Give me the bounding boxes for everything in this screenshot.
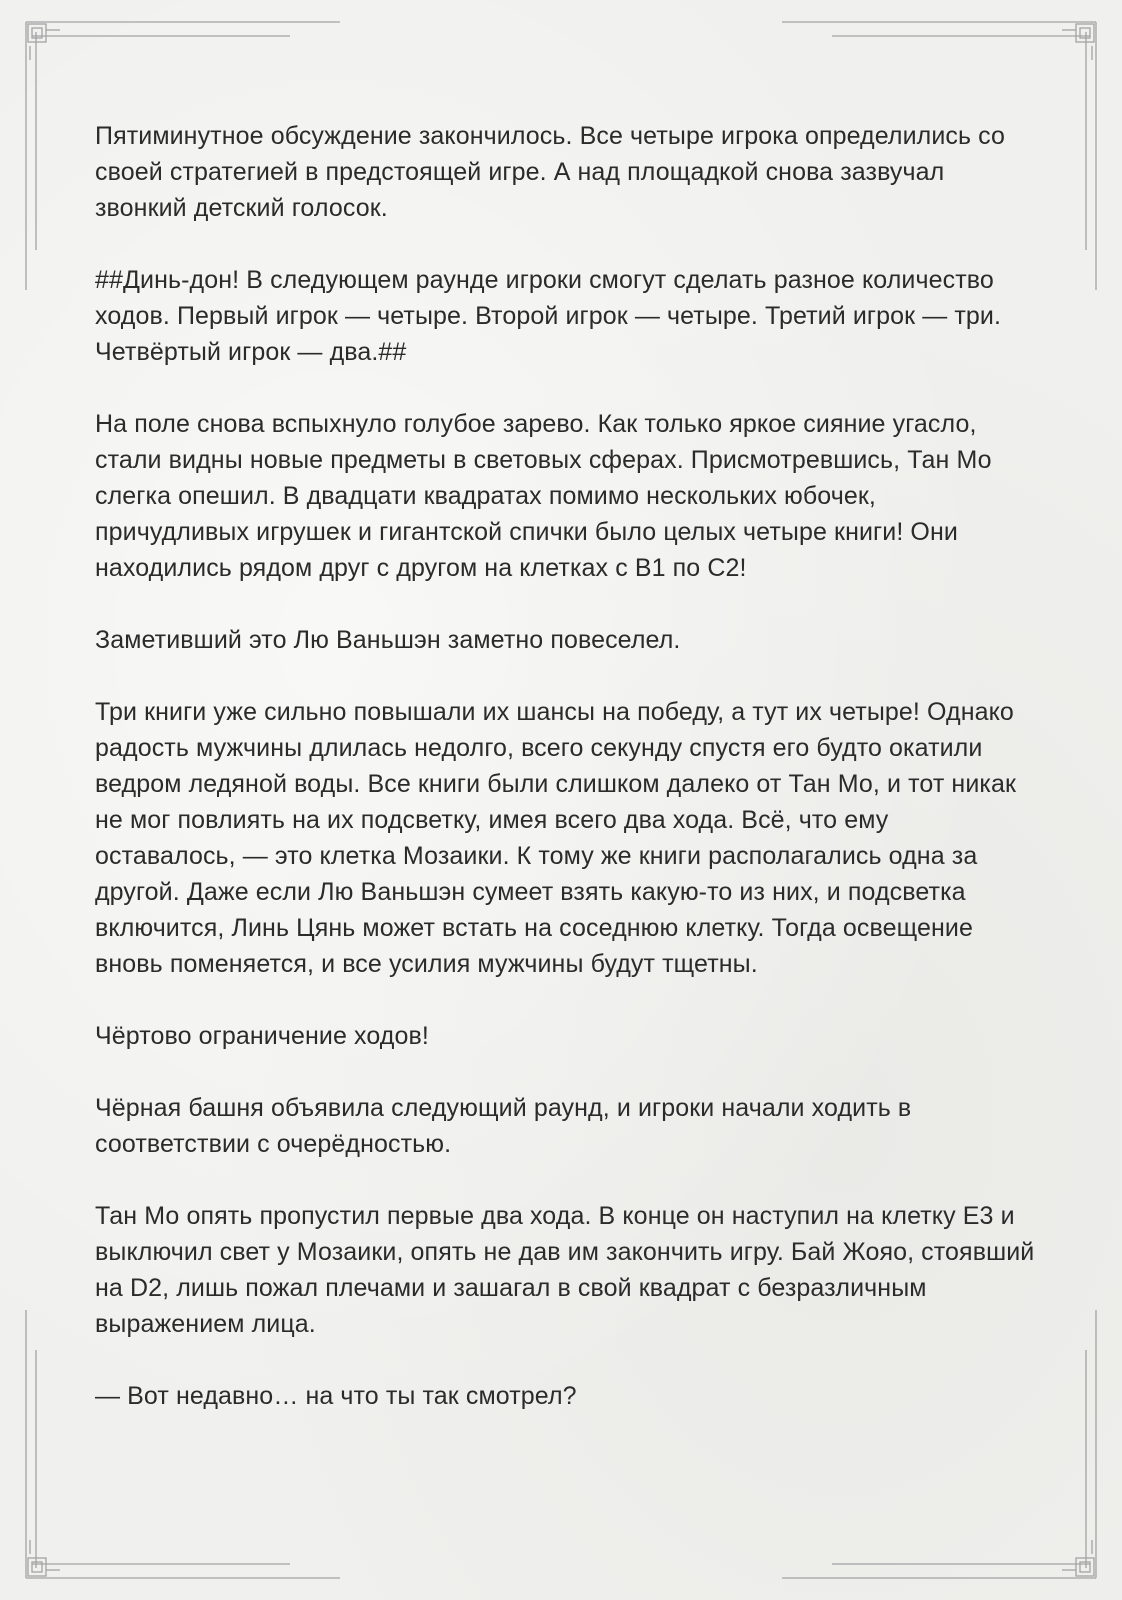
paragraph: Тан Мо опять пропустил первые два хода. В конце он наступил на клетку E3 и выключил свет у Мозаики, опять не дав им закончить игру. Бай Жояо, стоявший на D2, лишь пожал плечами и зашагал в свой квадрат с безразличным выражением лица. — [95, 1202, 1035, 1338]
paragraph: Пятиминутное обсуждение закончилось. Все четыре игрока определились со своей стратегией в предстоящей игре. А над площадкой снова зазвучал звонкий детский голосок. — [95, 122, 1006, 222]
paragraph: ##Динь-дон! В следующем раунде игроки смогут сделать разное количество ходов. Первый игрок — четыре. Второй игрок — четыре. Третий игрок — три. Четвёртый игрок — два.## — [95, 266, 1002, 366]
paragraph: Чёртово ограничение ходов! — [95, 1022, 429, 1050]
paragraph: Заметивший это Лю Ваньшэн заметно повеселел. — [95, 626, 681, 654]
paragraph: На поле снова вспыхнуло голубое зарево. Как только яркое сияние угасло, стали видны новые предметы в световых сферах. Присмотревшись, Тан Мо слегка опешил. В двадцати квадратах помимо нескольких юбочек, причудливых игрушек и гигантской спички было целых четыре книги! Они находились рядом друг с другом на клетках с B1 по C2! — [95, 410, 992, 582]
paragraph: Чёрная башня объявила следующий раунд, и игроки начали ходить в соответствии с очерёдностью. — [95, 1094, 912, 1158]
paragraph: Три книги уже сильно повышали их шансы на победу, а тут их четыре! Однако радость мужчины длилась недолго, всего секунду спустя его будто окатили ведром ледяной воды. Все книги были слишком далеко от Тан Мо, и тот никак не мог повлиять на их подсветку, имея всего два хода. Всё, что ему оставалось, — это клетка Мозаики. К тому же книги располагались одна за другой. Даже если Лю Ваньшэн сумеет взять какую-то из них, и подсветка включится, Линь Цянь может встать на соседнюю клетку. Тогда освещение вновь поменяется, и все усилия мужчины будут тщетны. — [95, 698, 1017, 978]
paragraph: — Вот недавно… на что ты так смотрел? — [95, 1382, 577, 1410]
document-body — [95, 118, 1035, 1450]
